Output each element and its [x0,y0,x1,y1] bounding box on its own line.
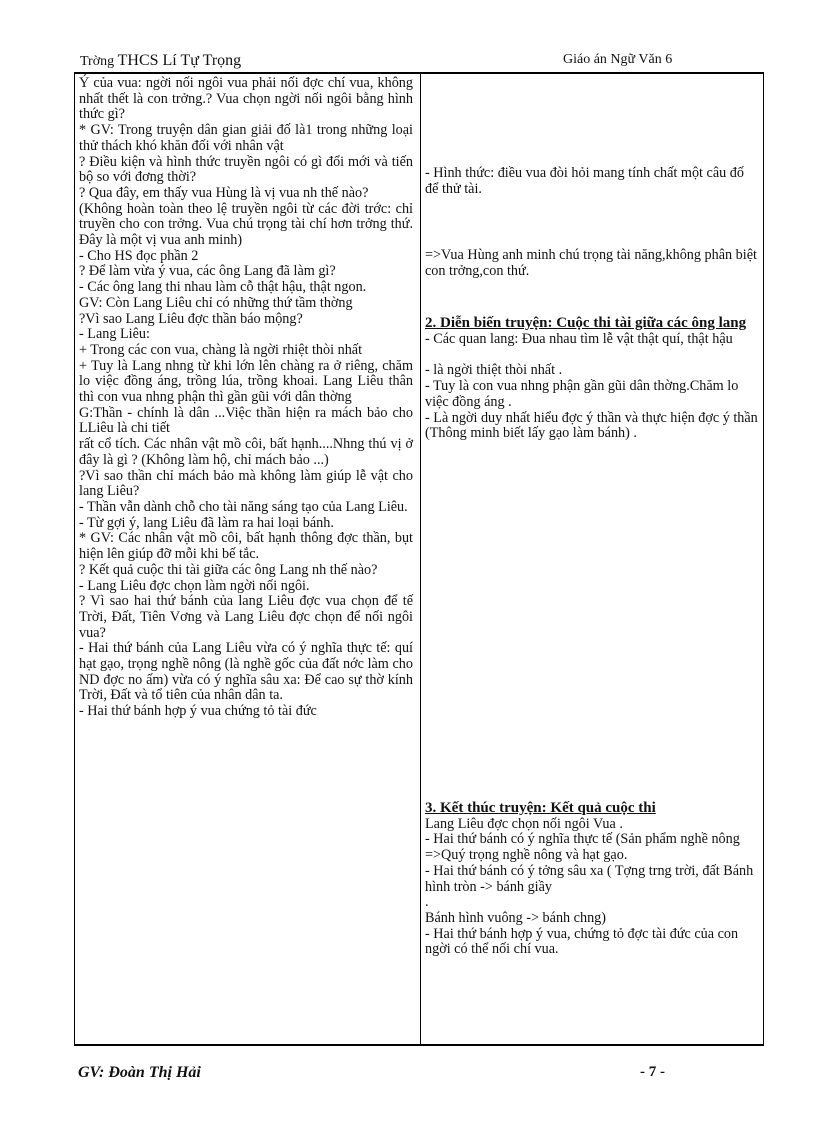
left-paragraph: * GV: Trong truyện dân gian giải đố là1 trong những loại thử thách khó khăn đối với nhân vật [79,122,413,154]
left-paragraph: ? Kết quả cuộc thi tài giữa các ông Lang nh thế nào? [79,561,378,578]
section-3-item: - Hai thứ bánh có ý tởng sâu xa ( Tợng trng trời, đất Bánh hình tròn -> bánh giầy [425,862,754,895]
left-paragraph: - Hai thứ bánh hợp ý vua chứng tỏ tài đức [79,703,317,720]
section-2-item: - Các quan lang: Đua nhau tìm lễ vật thật quí, thật hậu [425,330,733,347]
left-paragraph: ? Điều kiện và hình thức truyền ngôi có gì đổi mới và tiến bộ so với đơng thời? [79,153,413,186]
form-block [425,166,760,197]
left-paragraph: rất cổ tích. Các nhân vật mồ côi, bất hạnh....Nhng thú vị ở đây là gì ? (Không làm hộ, chỉ mách bảo ...) [79,436,413,468]
header-subject: Giáo án Ngữ Văn 6 [563,52,673,67]
header-school-prefix: Trờng [80,54,115,69]
section-2-heading: 2. Diễn biến truyện: Cuộc thi tài giữa các ông lang [425,315,747,331]
header-school [80,52,241,70]
left-paragraph: G:Thần - chính là dân ...Việc thần hiện ra mách bảo cho LLiêu là chi tiết [79,404,413,437]
section-3 [425,801,760,958]
section-2 [425,316,760,442]
section-3-item: Lang Liêu đợc chọn nối ngôi Vua . [425,815,623,832]
left-paragraph: + Tuy là Lang nhng từ khi lớn lên chàng ra ở riêng, chăm lo việc đồng áng, trồng lúa, trồng khoai. Lang Liêu thân thì con vua nhng phận thì gần gũi với dân thờng [79,357,413,406]
left-paragraph: ? Qua đây, em thấy vua Hùng là vị vua nh thế nào? [79,184,369,201]
left-paragraph: ?Vì sao thần chỉ mách bảo mà không làm giúp lễ vật cho lang Liêu? [79,467,413,500]
section-2-item: - là ngời thiệt thòi nhất . [425,362,563,379]
left-paragraph: ? Để làm vừa ý vua, các ông Lang đã làm gì? [79,263,336,280]
left-paragraph: Ý của vua: ngời nối ngôi vua phải nối đợc chí vua, không nhất thết là con trởng.? Vua chọn ngời nối ngôi bằng hình thức gì? [79,75,413,123]
section-3-item: . [425,894,429,911]
left-paragraph: - Lang Liêu: [79,326,150,343]
teacher-activity-column [79,76,413,720]
left-paragraph: ?Vì sao Lang Liêu đợc thần báo mộng? [79,310,303,327]
left-paragraph: - Thần vẫn dành chỗ cho tài năng sáng tạo của Lang Liêu. [79,498,408,515]
section-3-item: Bánh hình vuông -> bánh chng) [425,909,606,926]
section-3-item: - Hai thứ bánh có ý nghĩa thực tế (Sản phẩm nghề nông =>Quý trọng nghề nông và hạt gạo. [425,831,740,864]
footer-page-number: - 7 - [640,1064,665,1080]
left-paragraph: - Cho HS đọc phần 2 [79,247,199,264]
conclusion-block [425,248,760,279]
left-paragraph: * GV: Các nhân vật mồ côi, bất hạnh thông đợc thần, bụt hiện lên giúp đỡ mỗi khi bế tắc. [79,530,413,563]
left-paragraph: + Trong các con vua, chàng là ngời rhiệt thòi nhất [79,341,363,358]
left-paragraph: GV: Còn Lang Liêu chỉ có những thứ tầm thờng [79,294,353,311]
form-text: - Hình thức: điều vua đòi hỏi mang tính chất một câu đố để thử tài. [425,165,744,197]
column-divider [420,74,421,1044]
left-paragraph: - Từ gợi ý, lang Liêu đã làm ra hai loại bánh. [79,514,334,531]
section-3-item: - Hai thứ bánh hợp ý vua, chứng tỏ đợc tài đức của con ngời có thể nối chí vua. [425,925,739,958]
left-paragraph: (Không hoàn toàn theo lệ truyền ngôi từ các đời trớc: chỉ truyền cho con trởng. Vua chú trọng tài chí hơn trởng thứ. Đây là một vị vua anh minh) [79,200,413,249]
header-school-name: THCS Lí Tự Trọng [117,52,242,69]
left-paragraph: - Các ông lang thi nhau làm cỗ thật hậu, thật ngon. [79,279,367,296]
left-paragraph: ? Vì sao hai thứ bánh của lang Liêu đợc vua chọn để tế Trời, Đất, Tiên Vơng và Lang Liêu đợc chọn để nối ngôi vua? [79,593,413,641]
section-3-heading: 3. Kết thúc truyện: Kết quả cuộc thi [425,800,656,816]
section-2-item: - Là ngời duy nhất hiểu đợc ý thần và thực hiện đợc ý thần (Thông minh biết lấy gạo làm bánh) . [425,409,758,442]
lesson-table [74,72,764,1046]
left-paragraph: - Hai thứ bánh của Lang Liêu vừa có ý nghĩa thực tế: quí hạt gạo, trọng nghề nông (là nghề gốc của đất nớc làm cho ND đợc no ấm) vừa có ý nghĩa sâu xa: Để cao sự thờ kính Trời, Đất và tổ tiên của nhân dân ta. [79,640,413,704]
footer-author: GV: Đoàn Thị Hải [78,1064,201,1081]
conclusion-text: =>Vua Hùng anh minh chú trọng tài năng,không phân biệt con trởng,con thứ. [425,247,757,279]
section-2-item: - Tuy là con vua nhng phận gần gũi dân thờng.Chăm lo việc đồng áng . [425,378,739,410]
left-paragraph: - Lang Liêu đợc chọn làm ngời nối ngôi. [79,577,310,594]
